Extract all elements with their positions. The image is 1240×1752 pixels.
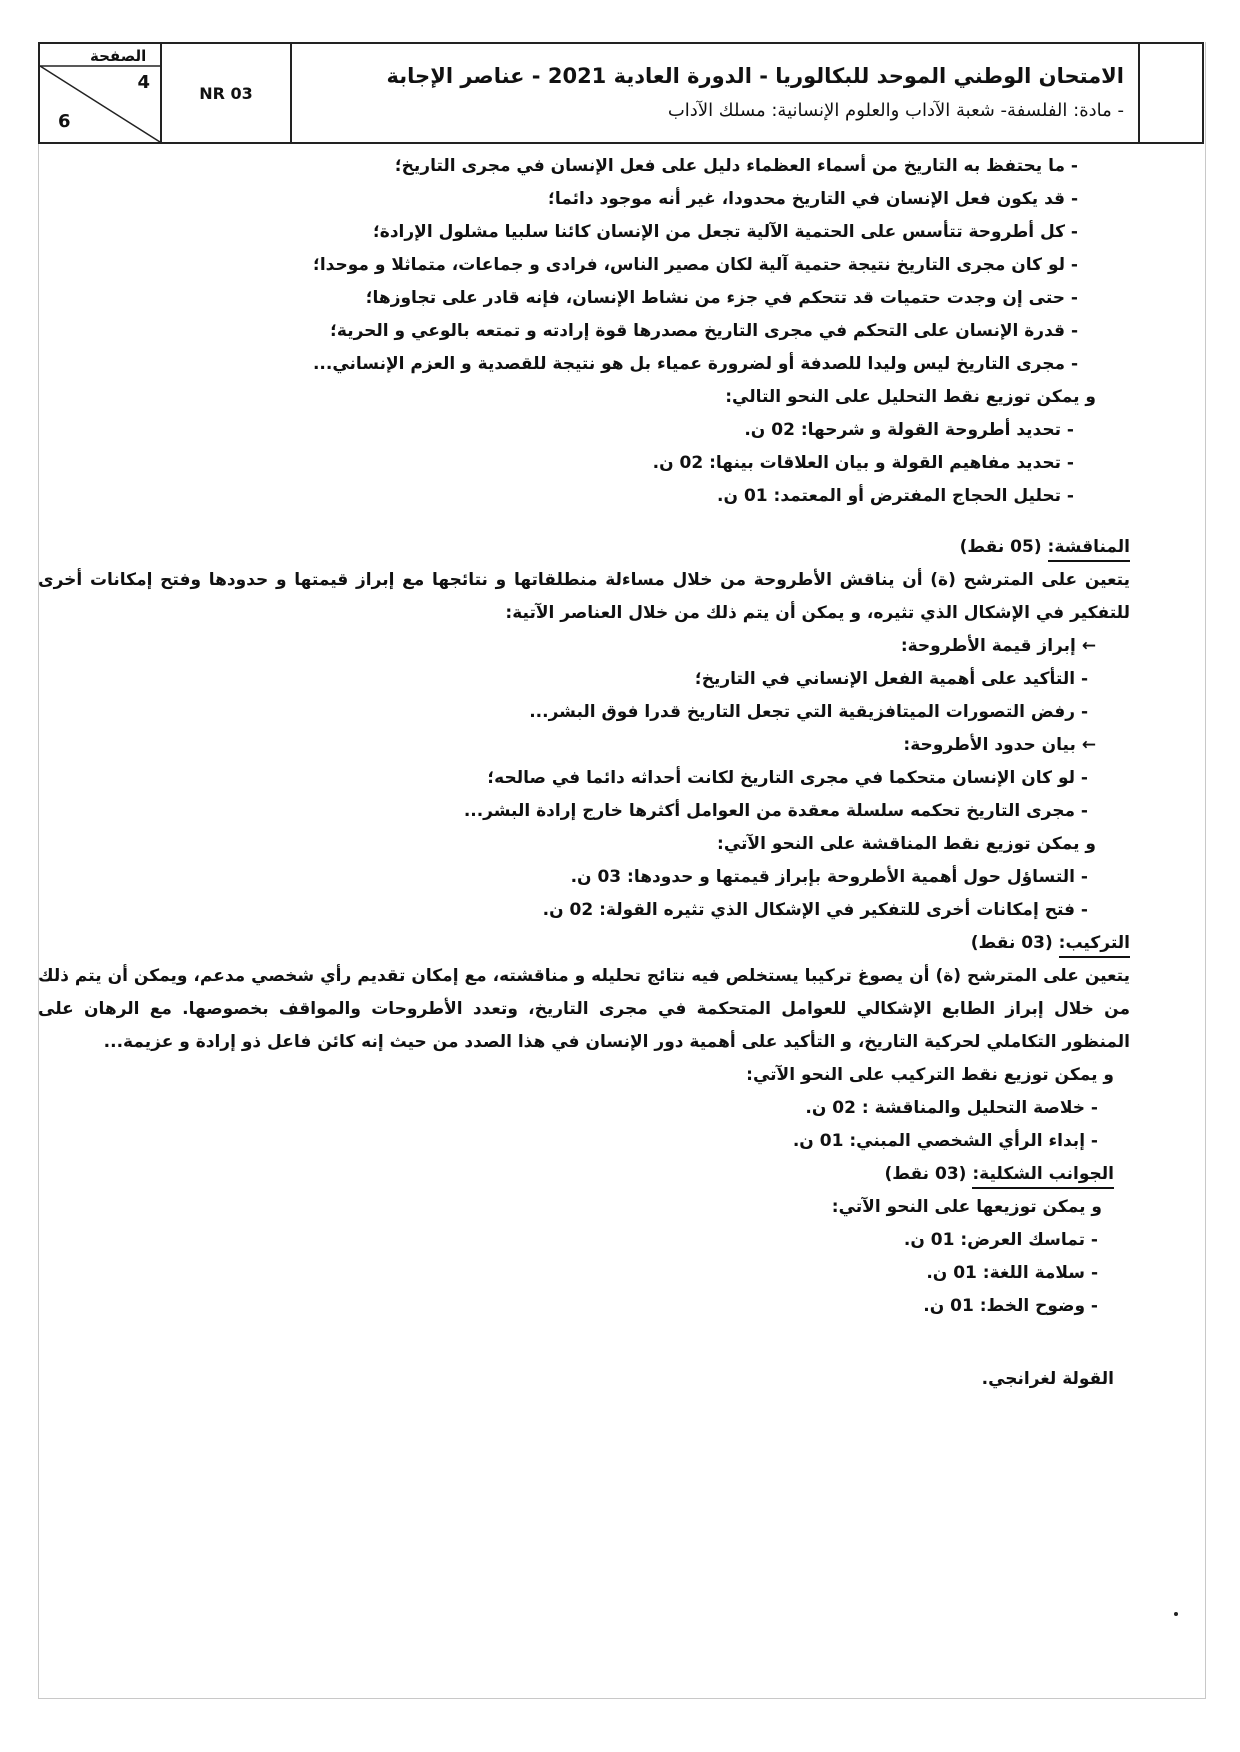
- discussion-heading: [38, 531, 1174, 564]
- intro-point: - لو كان مجرى التاريخ نتيجة حتمية آلية لكان مصير الناس، فرادى و جماعات، متماثلا و موحدا؛: [313, 255, 1078, 275]
- formal-item: - تماسك العرض: 01 ن.: [903, 1230, 1098, 1250]
- analysis-item: - تحديد أطروحة القولة و شرحها: 02 ن.: [744, 420, 1074, 440]
- intro-point: - مجرى التاريخ ليس وليدا للصدفة أو لضرورة عمياء بل هو نتيجة للقصدية و العزم الإنساني...: [312, 354, 1078, 374]
- synthesis-distribution-item: - خلاصة التحليل والمناقشة : 02 ن.: [805, 1098, 1098, 1118]
- synthesis-points: (03 نقط): [970, 933, 1053, 953]
- value-item: - التأكيد على أهمية الفعل الإنساني في التاريخ؛: [694, 669, 1088, 689]
- page-total: 6: [58, 111, 71, 132]
- discussion-paragraph: يتعين على المترشح (ة) أن يناقش الأطروحة من خلال مساءلة منطلقاتها و نتائجها مع إبراز قيمتها و حدودها وفتح إمكانات أخرى للتفكير في الإشكال الذي تثيره، و يمكن أن يتم ذلك من خلال العناصر الآتية:: [38, 570, 1130, 623]
- limits-item: - مجرى التاريخ تحكمه سلسلة معقدة من العوامل أكثرها خارج إرادة البشر...: [463, 801, 1088, 821]
- formal-item: - وضوح الخط: 01 ن.: [923, 1296, 1098, 1316]
- page-dot: [1174, 1612, 1178, 1616]
- formal-intro: و يمكن توزيعها على النحو الآتي:: [831, 1197, 1102, 1217]
- intro-point: - قدرة الإنسان على التحكم في مجرى التاريخ مصدرها قوة إرادته و تمتعه بالوعي و الحرية؛: [330, 321, 1078, 341]
- analysis-item: - تحليل الحجاج المفترض أو المعتمد: 01 ن.: [717, 486, 1074, 506]
- synthesis-distribution-intro: و يمكن توزيع نقط التركيب على النحو الآتي:: [746, 1065, 1114, 1085]
- discussion-title: المناقشة:: [1048, 534, 1130, 562]
- discussion-distribution-item: - التساؤل حول أهمية الأطروحة بإبراز قيمتها و حدودها: 03 ن.: [570, 867, 1088, 887]
- discussion-distribution-item: - فتح إمكانات أخرى للتفكير في الإشكال الذي تثيره القولة: 02 ن.: [542, 900, 1088, 920]
- value-item: - رفض التصورات الميتافزيقية التي تجعل التاريخ قدرا فوق البشر...: [529, 702, 1088, 722]
- header-title-box: [292, 44, 1140, 142]
- intro-point: - كل أطروحة تتأسس على الحتمية الآلية تجعل من الإنسان كائنا سلبيا مشلول الإرادة؛: [373, 222, 1078, 242]
- exam-subject: - مادة: الفلسفة- شعبة الآداب والعلوم الإنسانية: مسلك الآداب: [667, 100, 1124, 121]
- analysis-item: - تحديد مفاهيم القولة و بيان العلاقات بينها: 02 ن.: [652, 453, 1074, 473]
- synthesis-title: التركيب:: [1059, 930, 1130, 958]
- formal-heading: [38, 1158, 1174, 1191]
- limits-item: - لو كان الإنسان متحكما في مجرى التاريخ لكانت أحداثه دائما في صالحه؛: [487, 768, 1088, 788]
- analysis-intro: و يمكن توزيع نقط التحليل على النحو التالي:: [725, 387, 1096, 407]
- synthesis-paragraph: يتعين على المترشح (ة) أن يصوغ تركيبا يستخلص فيه نتائج تحليله و مناقشته، مع إمكان تقديم رأي شخصي مدعم، ويمكن أن يتم ذلك من خلال إبراز الطابع الإشكالي للعوامل المتحكمة في مجرى التاريخ، وتعدد الأطروحات والمواقف بخصوصها. مع الرهان على المنظور التكاملي لحركية التاريخ، و التأكيد على أهمية دور الإنسان في هذا الصدد من حيث إنه كائن فاعل ذو إرادة و عزيمة...: [38, 966, 1130, 1052]
- intro-point: - قد يكون فعل الإنسان في التاريخ محدودا، غير أنه موجود دائما؛: [548, 189, 1078, 209]
- value-heading: ← إبراز قيمة الأطروحة:: [900, 636, 1096, 656]
- synthesis-distribution-item: - إبداء الرأي الشخصي المبني: 01 ن.: [792, 1131, 1098, 1151]
- formal-item: - سلامة اللغة: 01 ن.: [926, 1263, 1098, 1283]
- intro-point: - حتى إن وجدت حتميات قد تتحكم في جزء من نشاط الإنسان، فإنه قادر على تجاوزها؛: [365, 288, 1078, 308]
- intro-point: - ما يحتفظ به التاريخ من أسماء العظماء دليل على فعل الإنسان في مجرى التاريخ؛: [394, 156, 1078, 176]
- limits-heading: ← بيان حدود الأطروحة:: [903, 735, 1096, 755]
- page-label: الصفحة: [90, 47, 147, 65]
- exam-code: NR 03: [162, 44, 292, 142]
- answer-content: [38, 150, 1174, 1396]
- quote-attribution: القولة لغرانجي.: [981, 1369, 1114, 1389]
- formal-points: (03 نقط): [884, 1164, 967, 1184]
- synthesis-heading: [38, 927, 1174, 960]
- discussion-points: (05 نقط): [959, 537, 1042, 557]
- discussion-distribution-intro: و يمكن توزيع نقط المناقشة على النحو الآتي:: [717, 834, 1096, 854]
- formal-title: الجوانب الشكلية:: [972, 1161, 1114, 1189]
- exam-title: الامتحان الوطني الموحد للبكالوريا - الدورة العادية 2021 - عناصر الإجابة: [386, 64, 1124, 88]
- exam-header: [38, 42, 1204, 144]
- blank-cell: [1140, 44, 1202, 142]
- page-number-box: [40, 44, 162, 142]
- page-number: 4: [137, 72, 150, 93]
